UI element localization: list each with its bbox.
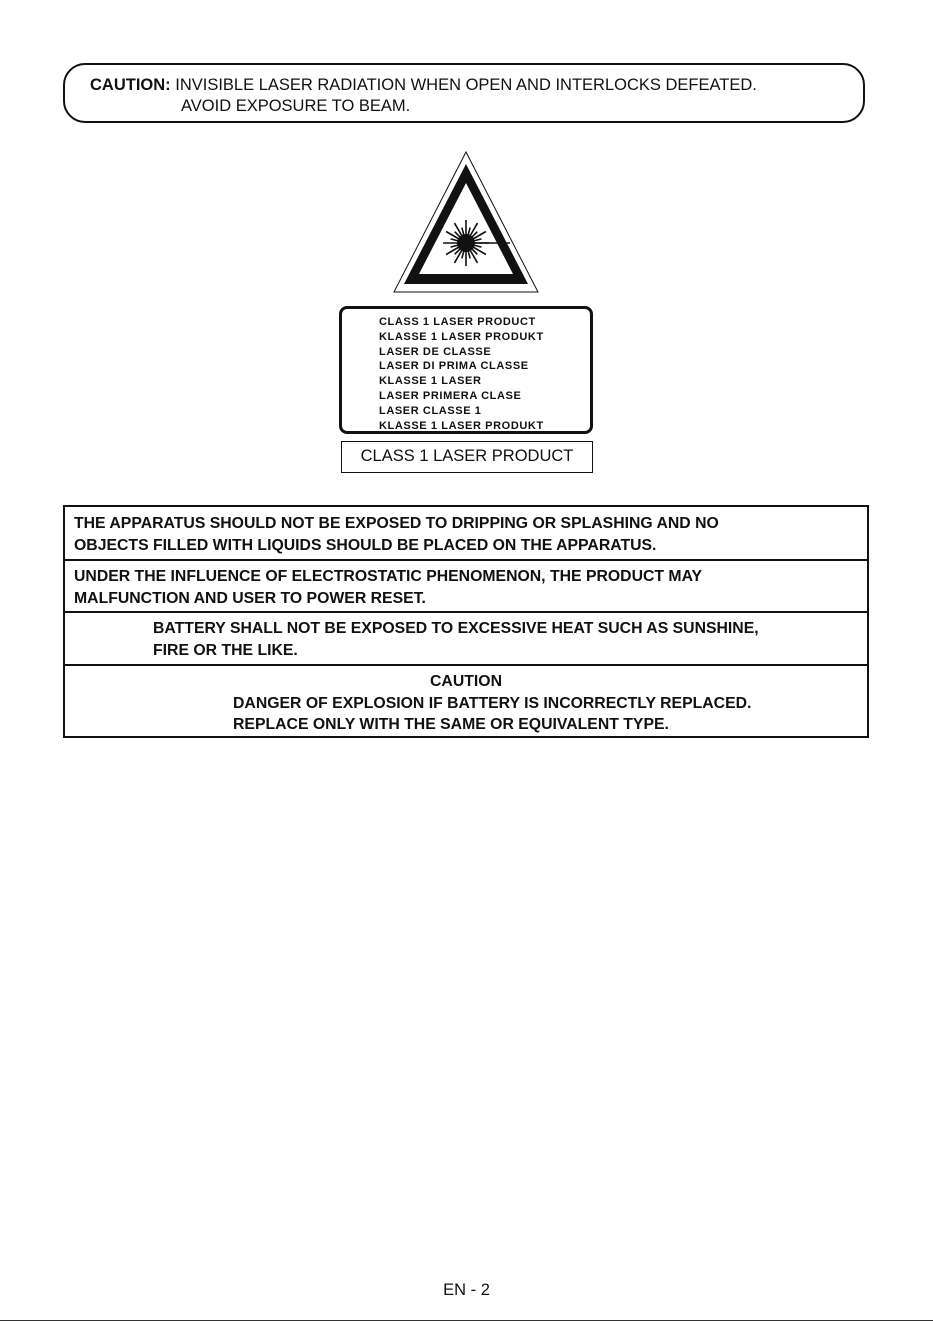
laser-class-line: KLASSE 1 LASER (379, 375, 482, 388)
caution-text-1: INVISIBLE LASER RADIATION WHEN OPEN AND INTERLOCKS DEFEATED. (175, 76, 757, 94)
warning-dripping-splashing (65, 507, 867, 559)
laser-class-line: LASER CLASSE 1 (379, 404, 482, 417)
laser-class-line: KLASSE 1 LASER PRODUKT (379, 419, 544, 432)
warning-line: REPLACE ONLY WITH THE SAME OR EQUIVALENT TYPE. (233, 716, 669, 733)
warning-line: OBJECTS FILLED WITH LIQUIDS SHOULD BE PLACED ON THE APPARATUS. (74, 536, 657, 554)
laser-class-line: KLASSE 1 LASER PRODUKT (379, 330, 544, 343)
warning-line: DANGER OF EXPLOSION IF BATTERY IS INCORRECTLY REPLACED. (233, 694, 752, 712)
laser-caution-box (63, 63, 865, 123)
warning-line: BATTERY SHALL NOT BE EXPOSED TO EXCESSIVE HEAT SUCH AS SUNSHINE, (153, 620, 759, 637)
laser-class-lines (379, 315, 544, 433)
caution-line-1 (90, 75, 757, 95)
warning-battery-explosion (65, 664, 867, 736)
warning-line: MALFUNCTION AND USER TO POWER RESET. (74, 589, 426, 607)
battery-caution-title: CAUTION (430, 673, 502, 690)
warning-battery-heat (65, 611, 867, 664)
laser-class-line: CLASS 1 LASER PRODUCT (379, 316, 536, 328)
caution-label: CAUTION: (90, 76, 171, 94)
safety-warnings-table (63, 505, 869, 738)
caution-line-2: AVOID EXPOSURE TO BEAM. (181, 97, 411, 115)
warning-electrostatic (65, 559, 867, 611)
page-number: EN - 2 (443, 1281, 490, 1299)
bottom-rule (0, 1320, 933, 1321)
laser-warning-icon (392, 150, 540, 296)
warning-line: FIRE OR THE LIKE. (153, 641, 298, 659)
laser-class-line: LASER DI PRIMA CLASSE (379, 360, 529, 373)
class-1-laser-product-box: CLASS 1 LASER PRODUCT (341, 441, 593, 473)
laser-class-label (339, 306, 593, 434)
laser-class-line: LASER DE CLASSE (379, 345, 492, 358)
laser-class-line: LASER PRIMERA CLASE (379, 389, 522, 402)
warning-line: THE APPARATUS SHOULD NOT BE EXPOSED TO DRIPPING OR SPLASHING AND NO (74, 515, 719, 532)
warning-line: UNDER THE INFLUENCE OF ELECTROSTATIC PHENOMENON, THE PRODUCT MAY (74, 568, 703, 585)
